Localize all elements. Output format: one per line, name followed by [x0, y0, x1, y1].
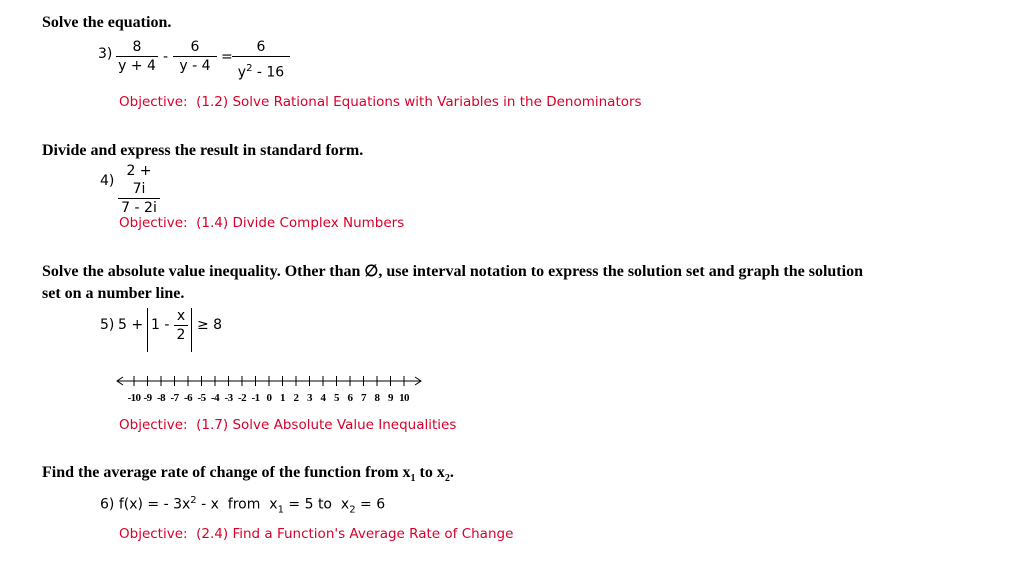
- q4-number: 4): [100, 173, 115, 189]
- number-line-label: 5: [334, 392, 339, 404]
- q5-header-line1: Solve the absolute value inequality. Other than ∅, use interval notation to express the solution set and graph the solution: [42, 263, 863, 280]
- q4-denominator: 7 - 2i: [121, 200, 157, 216]
- number-line-label: 1: [280, 392, 285, 404]
- number-line-label: -7: [170, 392, 179, 404]
- q5-number-line: [112, 372, 422, 404]
- q3-frac2-numerator: 6: [190, 39, 200, 55]
- q5-objective: Objective: (1.7) Solve Absolute Value Inequalities: [119, 417, 457, 433]
- number-line-label: -2: [238, 392, 246, 404]
- number-line-label: 2: [293, 392, 299, 404]
- number-line-label: -6: [184, 392, 192, 404]
- q3-frac1-numerator: 8: [132, 39, 142, 55]
- q3-frac3-denominator: $y^2 - 16$: [237, 63, 285, 81]
- number-line-label: 0: [266, 392, 272, 404]
- q3-header: Solve the equation.: [42, 14, 172, 31]
- number-line-label: -10: [127, 392, 141, 404]
- q5-abs-bar-right: [191, 308, 192, 352]
- number-line-label: 9: [388, 392, 393, 404]
- q3-fraction-1: [116, 38, 158, 75]
- number-line-label: 4: [320, 392, 326, 404]
- q3-frac1-denominator: y + 4: [118, 58, 156, 74]
- q3-minus-sign: -: [163, 49, 169, 65]
- q4-fraction: [118, 162, 160, 217]
- q3-number: 3): [98, 46, 113, 62]
- q3-objective: Objective: (1.2) Solve Rational Equations with Variables in the Denominators: [119, 94, 642, 110]
- q3-fraction-3: [232, 38, 290, 82]
- q5-fraction: [174, 307, 188, 344]
- number-line-label: -8: [157, 392, 165, 404]
- q5-frac-numerator: x: [176, 308, 186, 324]
- number-line-label: -3: [224, 392, 233, 404]
- number-line-label: -9: [143, 392, 152, 404]
- q5-lead-term: 5 +: [118, 317, 144, 333]
- q4-header: Divide and express the result in standard form.: [42, 142, 364, 159]
- number-line-label: -4: [211, 392, 219, 404]
- q5-relation: ≥ 8: [197, 317, 223, 333]
- number-line-label: 3: [307, 392, 312, 404]
- number-line-label: 10: [399, 392, 409, 404]
- q5-abs-bar-left: [147, 308, 148, 352]
- q5-frac-denominator: 2: [176, 327, 186, 343]
- number-line-label: 7: [361, 392, 366, 404]
- q6-header: Find the average rate of change of the function from $x_1$ to $x_2$.: [42, 464, 454, 485]
- q6-number: 6): [100, 496, 115, 513]
- q6-expression: 6) f(x) = - $3x^2$ - x from $x_1 = 5$ to $x_2 = 6$: [100, 495, 386, 516]
- q5-header-line2: set on a number line.: [42, 285, 185, 302]
- q3-fraction-2: [173, 38, 217, 75]
- q3-frac2-denominator: y - 4: [179, 58, 211, 74]
- q5-inner-term: 1 -: [151, 317, 170, 333]
- q5-number: 5): [100, 317, 115, 333]
- q6-objective: Objective: (2.4) Find a Function's Average Rate of Change: [119, 526, 514, 542]
- number-line-label: -5: [197, 392, 206, 404]
- number-line-label: 8: [374, 392, 380, 404]
- q3-frac3-numerator: 6: [256, 39, 266, 55]
- q4-objective: Objective: (1.4) Divide Complex Numbers: [119, 215, 405, 231]
- number-line-label: -1: [251, 392, 260, 404]
- q3-equals-sign: =: [221, 49, 233, 65]
- number-line-label: 6: [347, 392, 353, 404]
- q4-numerator: 2 + 7i: [126, 163, 152, 197]
